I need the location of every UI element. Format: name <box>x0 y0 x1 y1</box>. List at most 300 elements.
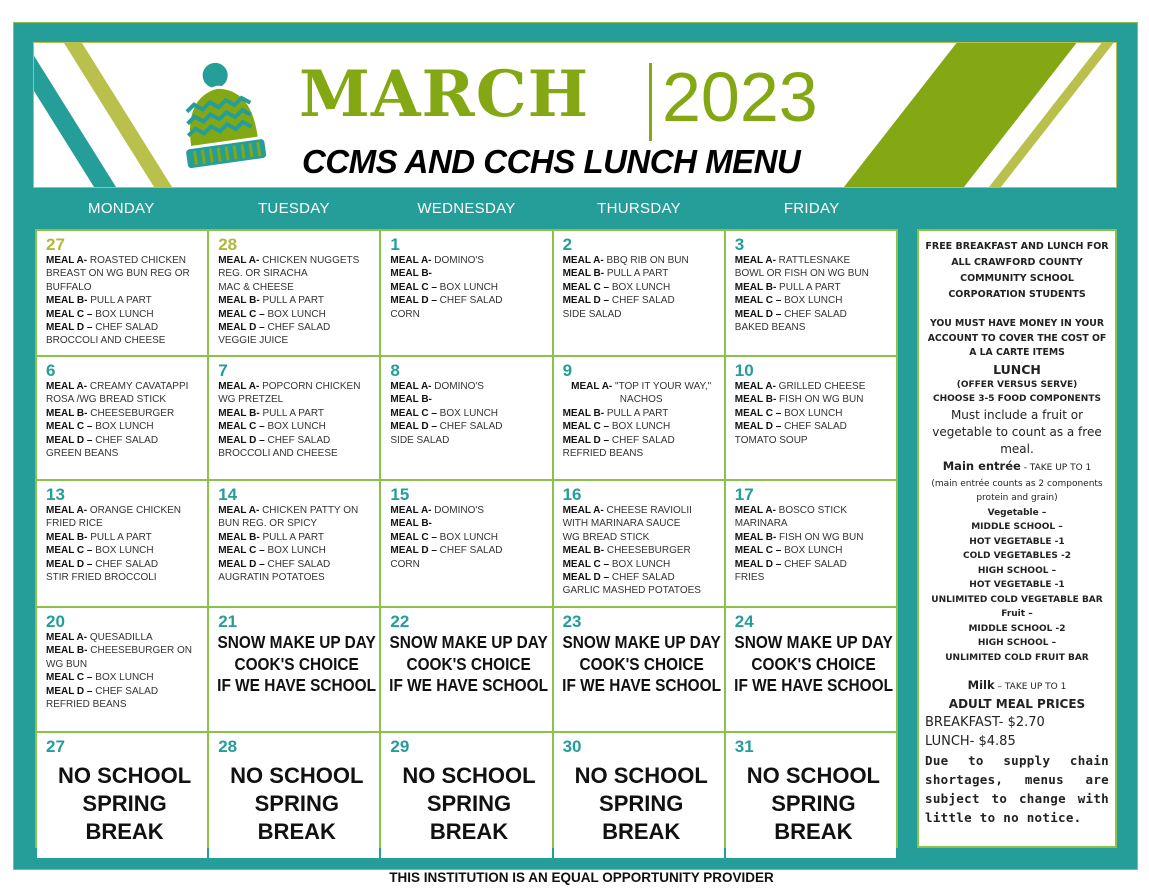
menu-line <box>390 544 547 557</box>
adult-lunch-price: LUNCH- $4.85 <box>925 734 1016 749</box>
day-number: 9 <box>562 361 573 380</box>
meal-label: MEAL A- <box>46 505 88 516</box>
meal-label: MEAL C – <box>562 421 610 433</box>
meal-item: CHEF SALAD <box>781 308 847 320</box>
component-rules <box>925 506 1109 666</box>
menu-line <box>218 334 375 347</box>
rule-line: Fruit – <box>1001 609 1033 619</box>
milk-label: Milk <box>967 678 995 692</box>
no-school-text: BREAK <box>774 819 853 844</box>
meal-label: MEAL C – <box>218 421 265 433</box>
meal-label: MEAL A- <box>562 255 604 266</box>
menu-line <box>46 267 203 280</box>
menu-line <box>218 434 375 447</box>
day-cell <box>37 231 207 355</box>
meal-item: WG PRETZEL <box>218 394 284 406</box>
meal-item: CHEESE RAVIOLII <box>603 505 692 516</box>
menu-line <box>46 294 203 307</box>
day-number: 30 <box>562 737 582 756</box>
title-month: MARCH <box>299 57 590 132</box>
menu-line <box>735 420 892 433</box>
no-school-text: SPRING <box>426 791 512 816</box>
meal-label: MEAL C – <box>46 672 93 684</box>
meal-label: MEAL B- <box>46 645 88 657</box>
day-number: 16 <box>562 485 582 504</box>
meal-item: PULL A PART <box>604 407 669 419</box>
meal-item: BOX LUNCH <box>781 545 843 557</box>
day-number: 17 <box>734 485 754 504</box>
menu-line <box>563 308 720 321</box>
menu-line <box>735 281 892 294</box>
menu-line <box>218 407 375 420</box>
menu-line <box>46 658 203 671</box>
day-cell <box>381 357 551 479</box>
day-number: 15 <box>390 485 410 504</box>
menu-line <box>390 420 547 433</box>
title-year: 2023 <box>662 58 818 136</box>
weekday-thursday: THURSDAY <box>597 200 681 217</box>
meal-label: MEAL A- <box>218 255 260 266</box>
meal-label: MEAL C – <box>390 281 437 293</box>
menu-line <box>390 531 547 544</box>
meal-label: MEAL A- <box>562 505 604 516</box>
day-cell <box>209 608 379 731</box>
no-school-text: NO SCHOOL <box>57 763 192 788</box>
menu-line <box>563 420 720 433</box>
day-number: 29 <box>390 737 410 756</box>
lunch-heading: LUNCH <box>993 361 1041 377</box>
day-number: 1 <box>390 235 400 254</box>
menu-line <box>46 504 203 517</box>
meal-item: ROSA /WG BREAD STICK <box>46 394 167 406</box>
no-school-text: NO SCHOOL <box>230 763 364 788</box>
no-school-text: BREAK <box>257 819 336 844</box>
menu-line <box>218 254 375 267</box>
day-cell <box>726 231 896 355</box>
menu-line <box>46 281 203 294</box>
meal-item: BOX LUNCH <box>264 545 326 557</box>
meal-label: MEAL A- <box>734 381 776 392</box>
rule-line: HOT VEGETABLE -1 <box>969 580 1065 590</box>
meal-label: MEAL B- <box>46 531 88 543</box>
meal-item: CHEF SALAD <box>781 421 847 433</box>
meal-item: CHEF SALAD <box>264 558 331 570</box>
menu-line <box>218 267 375 280</box>
special-day-text: IF WE HAVE SCHOOL <box>217 675 377 695</box>
menu-line <box>46 308 203 321</box>
rule-line: MIDDLE SCHOOL -2 <box>968 623 1066 634</box>
meal-item: BROCCOLI AND CHEESE <box>46 335 166 347</box>
meal-item: MAC & CHEESE <box>218 281 294 293</box>
meal-label: MEAL C – <box>734 545 782 557</box>
day-cell <box>381 608 551 731</box>
meal-label: MEAL D – <box>734 308 782 320</box>
rule-line: Vegetable – <box>987 507 1047 518</box>
meal-label: MEAL D – <box>46 685 93 697</box>
menu-line <box>563 407 720 420</box>
meal-label: MEAL B- <box>734 531 777 543</box>
meal-item: CHICKEN NUGGETS <box>259 255 360 266</box>
menu-line <box>735 393 892 406</box>
meal-item: CHEESEBURGER <box>604 545 691 557</box>
menu-line <box>390 267 547 280</box>
day-cell <box>554 733 724 858</box>
footer-equal-opportunity: THIS INSTITUTION IS AN EQUAL OPPORTUNITY PROVIDER <box>389 870 774 885</box>
money-note: YOU MUST HAVE MONEY IN YOUR ACCOUNT TO COVER THE COST OF A LA CARTE ITEMS <box>927 318 1107 358</box>
meal-item: BOX LUNCH <box>264 308 326 320</box>
meal-label: MEAL C – <box>734 407 782 419</box>
day-cell <box>381 733 551 858</box>
meal-item: CHEF SALAD <box>92 434 159 446</box>
meal-label: MEAL D – <box>218 558 265 570</box>
day-cell <box>37 481 207 606</box>
day-cell <box>554 608 724 731</box>
no-school-text: BREAK <box>429 819 509 844</box>
meal-label: MEAL C – <box>218 545 265 557</box>
meal-item: FISH ON WG BUN <box>776 394 864 406</box>
meal-item: CHEF SALAD <box>92 685 159 697</box>
special-day-text: COOK'S CHOICE <box>751 653 876 674</box>
meal-item: PULL A PART <box>87 295 152 307</box>
meal-item: WG BUN <box>46 658 88 670</box>
day-cell <box>209 231 379 355</box>
day-cell <box>726 481 896 606</box>
special-day-text: SNOW MAKE UP DAY <box>389 632 549 652</box>
meal-item: RATTLESNAKE <box>775 255 851 266</box>
menu-line <box>735 254 892 267</box>
day-number: 6 <box>46 361 56 380</box>
meal-item: CHEF SALAD <box>92 322 159 334</box>
weekday-wednesday: WEDNESDAY <box>417 200 516 217</box>
meal-item: SIDE SALAD <box>562 308 622 320</box>
menu-line <box>563 393 720 406</box>
meal-label: MEAL A- <box>390 505 432 516</box>
meal-label: MEAL D – <box>562 295 610 307</box>
menu-line <box>218 308 375 321</box>
day-number: 8 <box>390 361 400 380</box>
menu-line <box>46 671 203 684</box>
menu-line <box>46 571 203 584</box>
meal-label: MEAL B- <box>218 531 260 543</box>
day-number: 21 <box>218 612 238 631</box>
meal-label: MEAL C – <box>734 295 782 307</box>
meal-label: MEAL D – <box>46 558 93 570</box>
meal-label: MEAL D – <box>46 322 93 334</box>
day-number: 27 <box>46 737 65 756</box>
menu-line <box>563 504 720 517</box>
meal-label: MEAL C – <box>46 421 93 433</box>
day-cell <box>37 733 207 858</box>
meal-item: SIDE SALAD <box>390 434 450 446</box>
menu-line <box>218 447 375 460</box>
menu-line <box>46 254 203 267</box>
meal-label: MEAL B- <box>46 295 88 307</box>
day-cell <box>726 608 896 731</box>
meal-item: PULL A PART <box>776 281 841 293</box>
meal-item: CHEF SALAD <box>781 558 847 570</box>
menu-line <box>46 531 203 544</box>
day-number: 23 <box>562 612 582 631</box>
adult-prices-heading: ADULT MEAL PRICES <box>948 697 1086 711</box>
no-school-text: NO SCHOOL <box>402 763 536 788</box>
meal-label: MEAL D – <box>390 421 437 433</box>
meal-item: CHEF SALAD <box>436 421 503 433</box>
meal-item: BOX LUNCH <box>92 421 154 433</box>
meal-item: GREEN BEANS <box>46 448 119 460</box>
must-include-note: Must include a fruit or vegetable to count as a free meal. <box>932 407 1102 456</box>
meal-label: MEAL B- <box>46 407 88 419</box>
meal-label: MEAL D – <box>390 295 437 307</box>
menu-line <box>390 294 547 307</box>
rule-line: HIGH SCHOOL – <box>977 565 1057 576</box>
day-number: 14 <box>218 485 238 504</box>
menu-line <box>390 558 547 571</box>
weekday-monday: MONDAY <box>88 200 155 217</box>
day-number: 10 <box>734 361 754 380</box>
rule-line: COLD VEGETABLES -2 <box>962 551 1071 561</box>
menu-line <box>563 447 720 460</box>
meal-item: BOX LUNCH <box>92 672 154 684</box>
special-day-text: SNOW MAKE UP DAY <box>734 632 893 652</box>
meal-item: BOX LUNCH <box>264 421 326 433</box>
day-number: 13 <box>46 485 65 504</box>
menu-line <box>218 544 375 557</box>
menu-line <box>563 434 720 447</box>
menu-line <box>218 321 375 334</box>
header-banner <box>33 42 1117 188</box>
no-school-text: NO SCHOOL <box>574 763 708 788</box>
menu-line <box>563 267 720 280</box>
meal-label: MEAL C – <box>218 308 265 320</box>
meal-item: BAKED BEANS <box>734 322 806 334</box>
menu-line <box>563 571 720 584</box>
menu-line <box>46 698 203 711</box>
menu-line <box>563 281 720 294</box>
meal-item: QUESADILLA <box>87 632 153 643</box>
meal-label: MEAL A- <box>218 381 260 392</box>
meal-item: GRILLED CHEESE <box>775 381 866 392</box>
menu-line <box>46 380 203 393</box>
meal-item: NACHOS <box>619 394 663 406</box>
meal-label: MEAL B- <box>562 268 605 280</box>
menu-line <box>218 504 375 517</box>
menu-line <box>735 504 892 517</box>
menu-line <box>46 393 203 406</box>
meal-label: MEAL A- <box>218 505 260 516</box>
menu-line <box>218 531 375 544</box>
menu-line <box>218 294 375 307</box>
weekday-tuesday: TUESDAY <box>257 200 330 217</box>
meal-label: MEAL D – <box>218 434 265 446</box>
rule-line: UNLIMITED COLD FRUIT BAR <box>945 652 1089 663</box>
meal-item: TOMATO SOUP <box>734 434 808 446</box>
menu-line <box>563 544 720 557</box>
menu-line <box>735 544 892 557</box>
meal-item: BOX LUNCH <box>609 281 671 293</box>
menu-line <box>735 571 892 584</box>
menu-line <box>46 517 203 530</box>
day-cell <box>209 357 379 479</box>
meal-item: REG. OR SIRACHA <box>218 268 308 280</box>
meal-item: PULL A PART <box>259 295 324 307</box>
meal-label: MEAL D – <box>46 434 93 446</box>
meal-label: MEAL C – <box>562 558 610 570</box>
menu-line <box>563 558 720 571</box>
main-entree-note: (main entrée counts as 2 components protein and grain) <box>931 478 1103 503</box>
day-cell <box>726 733 896 858</box>
meal-item: CORN <box>390 558 420 570</box>
meal-item: BOX LUNCH <box>92 545 154 557</box>
meal-item: PULL A PART <box>604 268 669 280</box>
meal-label: MEAL B- <box>562 407 605 419</box>
menu-line <box>735 267 892 280</box>
menu-line <box>46 631 203 644</box>
special-day-text: SNOW MAKE UP DAY <box>562 632 721 652</box>
meal-item: CHEF SALAD <box>264 434 331 446</box>
no-school-text: SPRING <box>82 791 167 816</box>
info-sidebar <box>917 229 1117 848</box>
no-school-text: SPRING <box>599 791 684 816</box>
meal-item: CHEESEBURGER <box>87 407 175 419</box>
menu-line <box>563 380 720 393</box>
meal-item: FRIES <box>734 572 765 584</box>
day-cell <box>554 357 724 479</box>
meal-item: REFRIED BEANS <box>46 699 127 711</box>
meal-label: MEAL D – <box>734 558 782 570</box>
day-number: 28 <box>218 737 238 756</box>
rule-line: UNLIMITED COLD VEGETABLE BAR <box>931 594 1103 605</box>
day-number: 24 <box>734 612 754 631</box>
meal-item: PULL A PART <box>259 407 324 419</box>
menu-line <box>563 294 720 307</box>
menu-line <box>46 434 203 447</box>
menu-line <box>390 407 547 420</box>
meal-item: BOX LUNCH <box>609 558 671 570</box>
no-school-text: NO SCHOOL <box>746 763 880 788</box>
meal-label: MEAL D – <box>390 545 437 557</box>
menu-line <box>218 571 375 584</box>
meal-item: BBQ RIB ON BUN <box>603 255 689 266</box>
day-cell <box>726 357 896 479</box>
menu-line <box>735 380 892 393</box>
meal-item: CHEF SALAD <box>436 545 503 557</box>
day-cell <box>209 481 379 606</box>
meal-item: BOX LUNCH <box>436 281 499 293</box>
no-school-text: BREAK <box>85 819 164 844</box>
menu-line <box>390 254 547 267</box>
meal-item: FISH ON WG BUN <box>776 531 864 543</box>
menu-line <box>390 504 547 517</box>
menu-line <box>46 685 203 698</box>
meal-item: CHEF SALAD <box>264 322 331 334</box>
free-meals-note: FREE BREAKFAST AND LUNCH FOR ALL CRAWFORD COUNTY COMMUNITY SCHOOL CORPORATION STUDENTS <box>925 241 1109 300</box>
meal-item: STIR FRIED BROCCOLI <box>46 572 157 584</box>
meal-label: MEAL D – <box>218 322 265 334</box>
meal-item: BOX LUNCH <box>92 308 154 320</box>
menu-line <box>735 407 892 420</box>
special-day-text: IF WE HAVE SCHOOL <box>561 675 721 695</box>
meal-item: CORN <box>390 308 420 320</box>
meal-item: DOMINO'S <box>431 381 484 392</box>
day-number: 27 <box>46 235 65 254</box>
main-entree-rule: - TAKE UP TO 1 <box>1020 462 1092 473</box>
day-number: 3 <box>734 235 745 254</box>
menu-line <box>735 308 892 321</box>
meal-label: MEAL D – <box>562 572 610 584</box>
meal-item: BUFFALO <box>46 281 92 293</box>
day-cell <box>381 231 551 355</box>
menu-line <box>390 308 547 321</box>
rule-line: HOT VEGETABLE -1 <box>969 536 1065 547</box>
meal-label: MEAL B- <box>218 295 260 307</box>
menu-line <box>390 517 547 530</box>
day-number: 22 <box>390 612 410 631</box>
meal-item: GARLIC MASHED POTATOES <box>562 585 701 597</box>
title-divider <box>649 63 652 141</box>
winter-hat-icon <box>166 57 276 175</box>
adult-breakfast-price: BREAKFAST- $2.70 <box>925 715 1045 730</box>
meal-item: CHEF SALAD <box>92 558 159 570</box>
meal-item: ROASTED CHICKEN <box>87 255 187 266</box>
meal-item: BUN REG. OR SPICY <box>218 518 318 530</box>
meal-item: PULL A PART <box>87 531 152 543</box>
menu-line <box>563 584 720 597</box>
supply-chain-notice: Due to supply chain shortages, menus are subject to change with little to no notice. <box>925 753 1109 825</box>
main-entree-label: Main entrée <box>942 458 1021 473</box>
meal-item: WITH MARINARA SAUCE <box>562 518 681 530</box>
menu-line <box>46 321 203 334</box>
day-cell <box>554 481 724 606</box>
no-school-text: SPRING <box>254 791 339 816</box>
day-number: 28 <box>218 235 238 254</box>
menu-line <box>735 558 892 571</box>
menu-line <box>218 380 375 393</box>
special-day-text: COOK'S CHOICE <box>406 653 532 674</box>
menu-line <box>46 420 203 433</box>
meal-item: BOX LUNCH <box>781 407 843 419</box>
meal-label: MEAL B- <box>390 518 432 530</box>
meal-item: CHEF SALAD <box>436 295 503 307</box>
menu-line <box>46 407 203 420</box>
menu-line <box>218 420 375 433</box>
page-subtitle: CCMS AND CCHS LUNCH MENU <box>302 143 801 180</box>
meal-label: MEAL B- <box>562 545 605 557</box>
meal-label: MEAL D – <box>734 421 782 433</box>
meal-label: MEAL A- <box>390 381 432 392</box>
menu-line <box>735 321 892 334</box>
meal-item: CHICKEN PATTY ON <box>259 505 359 516</box>
day-number: 7 <box>218 361 228 380</box>
meal-item: VEGGIE JUICE <box>218 335 289 347</box>
menu-line <box>563 254 720 267</box>
menu-line <box>218 558 375 571</box>
meal-label: MEAL A- <box>390 255 432 266</box>
menu-line <box>46 447 203 460</box>
menu-line <box>735 517 892 530</box>
meal-item: CREAMY CAVATAPPI <box>87 381 189 392</box>
rule-line: MIDDLE SCHOOL – <box>971 522 1063 532</box>
menu-line <box>563 517 720 530</box>
menu-line <box>735 531 892 544</box>
meal-item: CHEF SALAD <box>609 434 675 446</box>
menu-line <box>390 393 547 406</box>
day-cell <box>554 231 724 355</box>
menu-line <box>46 334 203 347</box>
menu-line <box>390 434 547 447</box>
meal-label: MEAL C – <box>562 281 610 293</box>
meal-item: BOX LUNCH <box>436 531 499 543</box>
choose-components: CHOOSE 3-5 FOOD COMPONENTS <box>933 394 1101 404</box>
